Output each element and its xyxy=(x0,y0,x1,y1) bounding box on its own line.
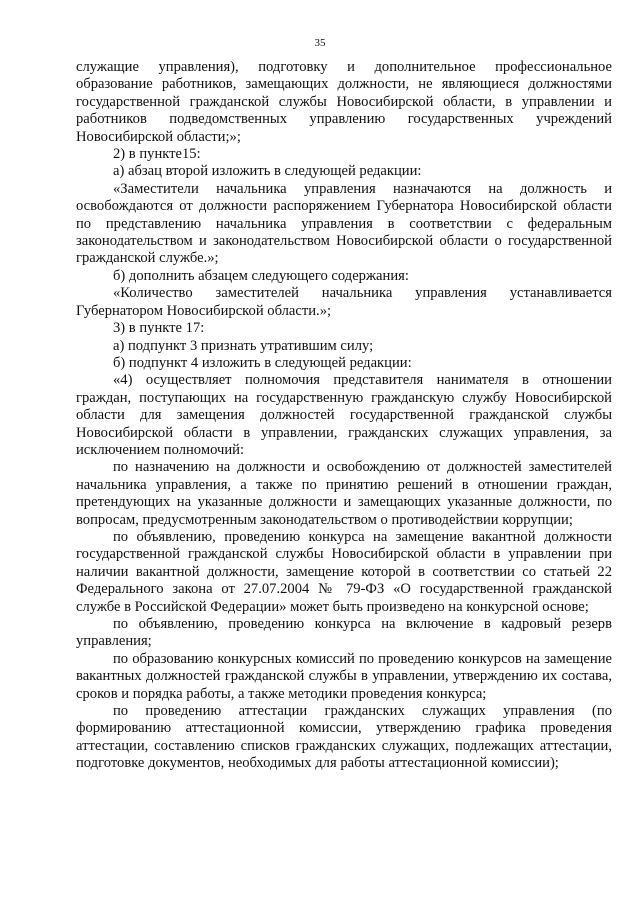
document-body xyxy=(76,59,612,773)
paragraph-12: по объявлению, проведению конкурса на замещение вакантной должности государственной гражданской службы Новосибирской области в управлении при наличии вакантной должности, замещение которой в соответствии со статьей 22 Федерального закона от 27.07.2004 № 79-ФЗ «О государственной гражданской службе в Российской Федерации» может быть произведено на конкурсной основе; xyxy=(76,528,612,615)
page-number: 35 xyxy=(314,37,326,49)
paragraph-6: «Количество заместителей начальника управления устанавливается Губернатором Новосибирской области.»; xyxy=(76,285,612,319)
paragraph-14: по образованию конкурсных комиссий по проведению конкурсов на замещение вакантных должностей гражданской службы в управлении, утверждению их состава, сроков и порядка работы, а также методики проведения конкурса; xyxy=(76,650,612,702)
paragraph-10: «4) осуществляет полномочия представителя нанимателя в отношении граждан, поступающих на государственную гражданскую службу Новосибирской области для замещения должностей государственной гражданской службы Новосибирской области в управлении, гражданских служащих управления, за исключением полномочий: xyxy=(76,372,612,458)
paragraph-5: б) дополнить абзацем следующего содержания: xyxy=(113,267,409,284)
paragraph-2: 2) в пункте15: xyxy=(113,146,201,163)
paragraph-8: а) подпункт 3 признать утратившим силу; xyxy=(113,337,374,354)
paragraph-13: по объявлению, проведению конкурса на включение в кадровый резерв управления; xyxy=(76,616,612,650)
paragraph-1: служащие управления), подготовку и дополнительное профессиональное образование работников, замещающих должности, не являющиеся должностями государственной гражданской службы Новосибирской области, в управлении и работников подведомственных управлению государственных учреждений Новосибирской области;»; xyxy=(76,59,612,145)
paragraph-15: по проведению аттестации гражданских служащих управления (по формированию аттестационной комиссии, утверждению графика проведения аттестации, составлению списков гражданских служащих, подлежащих аттестации, подготовке документов, необходимых для работы аттестационной комиссии); xyxy=(76,703,612,772)
paragraph-3: а) абзац второй изложить в следующей редакции: xyxy=(113,163,422,180)
paragraph-11: по назначению на должности и освобождению от должностей заместителей начальника управления, а также по принятию решений в отношении граждан, претендующих на указанные должности и замещающих указанные должности, по вопросам, предусмотренным законодательством о противодействии коррупции; xyxy=(76,459,612,528)
paragraph-7: 3) в пункте 17: xyxy=(113,320,205,337)
paragraph-9: б) подпункт 4 изложить в следующей редакции: xyxy=(113,354,412,371)
paragraph-4: «Заместители начальника управления назначаются на должность и освобождаются от должности распоряжением Губернатора Новосибирской области по представлению начальника управления в соответствии с федеральным законодательством и законодательством Новосибирской области о государственной гражданской службе.»; xyxy=(76,180,612,267)
